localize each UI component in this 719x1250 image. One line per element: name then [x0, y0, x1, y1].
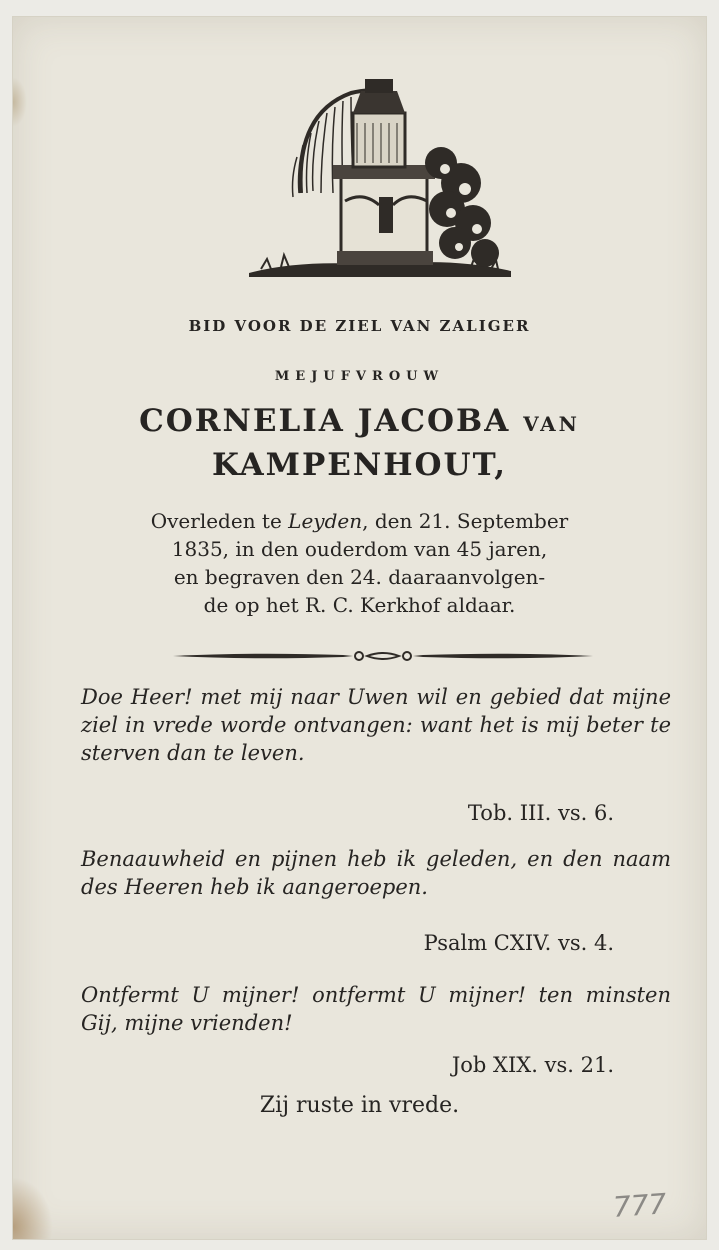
verse-reference: Job XIX. vs. 21. — [451, 1053, 614, 1077]
death-notice — [13, 507, 706, 619]
closing-blessing: Zij ruste in vrede. — [259, 1093, 460, 1118]
death-place: Leyden — [288, 509, 363, 533]
ornamental-divider — [173, 649, 593, 663]
death-date: , den 21. September — [362, 509, 569, 533]
death-line-4: de op het R. C. Kerkhof aldaar. — [203, 593, 516, 617]
verse-reference: Psalm CXIV. vs. 4. — [423, 931, 614, 955]
paper-stain — [13, 77, 27, 127]
verse-text: Benaauwheid en pijnen heb ik geleden, en den naam des Heeren heb ik aangeroepen. — [81, 847, 671, 899]
verse-text: Ontfermt U mijner! ontfermt U mijner! ten minsten Gij, mijne vrienden! — [81, 983, 671, 1035]
death-text: Overleden te — [150, 509, 289, 533]
prayer-heading: BID VOOR DE ZIEL VAN ZALIGER — [188, 317, 531, 335]
funeral-monument-with-willow-icon — [241, 73, 517, 283]
verse-text: Doe Heer! met mij naar Uwen wil en gebied dat mijne ziel in vrede worde ontvangen: want het is mij beter te sterven dan te leven. — [81, 685, 671, 765]
deceased-first-names — [13, 403, 706, 439]
deceased-surname: KAMPENHOUT, — [211, 447, 508, 483]
verse-reference: Tob. III. vs. 6. — [467, 801, 614, 825]
first-names: CORNELIA JACOBA — [139, 403, 511, 439]
death-line-2: 1835, in den ouderdom van 45 jaren, — [171, 537, 548, 561]
folio-number: 777 — [611, 1187, 668, 1224]
honorific-title: MEJUFVROUW — [274, 369, 445, 384]
death-line-3: en begraven den 24. daaraanvolgen- — [173, 565, 546, 589]
memorial-card — [12, 16, 707, 1240]
death-line-1 — [13, 507, 706, 535]
paper-stain — [13, 1177, 53, 1239]
surname-particle: VAN — [523, 412, 580, 436]
